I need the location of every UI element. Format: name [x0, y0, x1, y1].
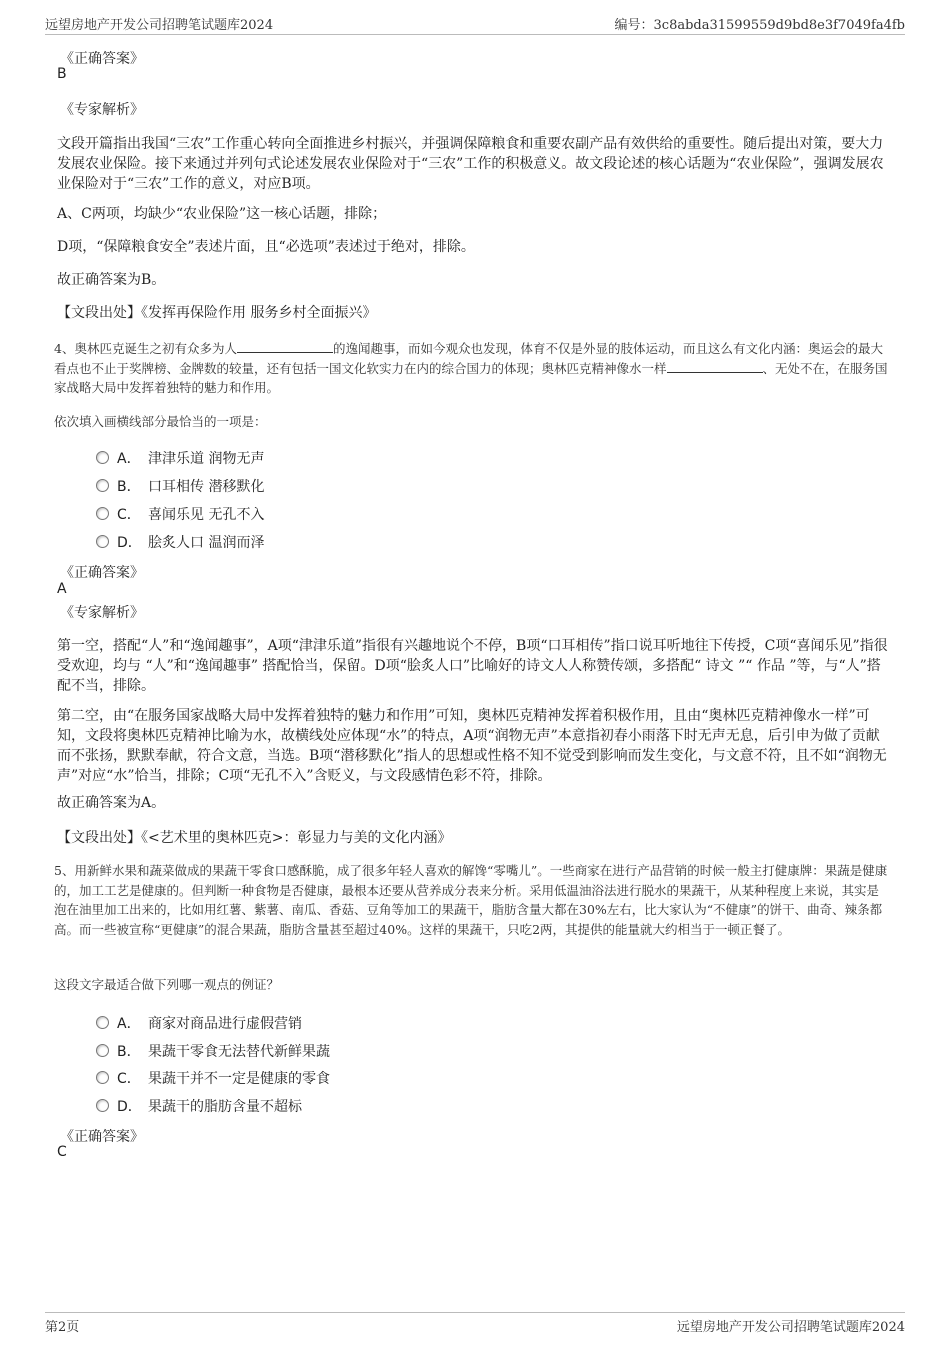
document-id: 编号：3c8abda31599559d9bd8e3f7049fa4fb — [614, 18, 905, 33]
page-number: 第2页 — [45, 1320, 80, 1335]
q3-analysis-label: 《专家解析》 — [60, 102, 144, 118]
header-title: 远望房地产开发公司招聘笔试题库2024 — [45, 18, 274, 33]
answer-blank — [237, 340, 333, 353]
radio-button[interactable] — [96, 451, 109, 464]
q4-stem — [54, 339, 890, 398]
q4-answer-label: 《正确答案》 — [60, 565, 144, 581]
q4-analysis-2: 第二空，由“在服务国家战略大局中发挥着独特的魅力和作用”可知，奥林匹克精神发挥着积极作用，且由“奥林匹克精神像水一样”可知，文段将奥林匹克精神比喻为水，故横线处应体现“水”的特点，A项“润物无声”本意指初春小雨落下时无声无息，后引申为做了贡献而不张扬，默默奉献，符合文意，当选。B项“潜移默化”指人的思想或性格不知不觉受到影响而发生变化，与文意不符，且不如“润物无声”对应“水”恰当，排除；C项“无孔不入”含贬义，与文段感情色彩不符，排除。 — [57, 708, 887, 784]
footer-title: 远望房地产开发公司招聘笔试题库2024 — [676, 1320, 905, 1335]
q3-conclusion: 故正确答案为B。 — [57, 272, 166, 288]
answer-blank — [667, 360, 763, 373]
q5-stem: 5、用新鲜水果和蔬菜做成的果蔬干零食口感酥脆，成了很多年轻人喜欢的解馋“零嘴儿”。一些商家在进行产品营销的时候一般主打健康牌：果蔬是健康的，加工工艺是健康的。但判断一种食物是否健康，最根本还要从营养成分表来分析。采用低温油浴法进行脱水的果蔬干，从某种程度上来说，其实是泡在油里加工出来的，比如用红薯、紫薯、南瓜、香菇、豆角等加工的果蔬干，脂肪含量大都在30%左右，比大家认为“不健康”的饼干、曲奇、辣条都高。而一些被宣称“更健康”的混合果蔬，脂肪含量甚至超过40%。这样的果蔬干，只吃2两，其提供的能量就大约相当于一顿正餐了。 — [54, 863, 888, 937]
q3-answer: B — [57, 66, 67, 82]
radio-button[interactable] — [96, 507, 109, 520]
q5-answer: C — [57, 1144, 67, 1160]
q3-answer-label: 《正确答案》 — [60, 51, 144, 67]
q4-analysis-label: 《专家解析》 — [60, 605, 144, 621]
radio-button[interactable] — [96, 535, 109, 548]
q4-answer: A — [57, 581, 67, 597]
radio-button[interactable] — [96, 1044, 109, 1057]
q3-analysis-d: D项，“保障粮食安全”表述片面，且“必选项”表述过于绝对，排除。 — [57, 239, 475, 255]
q4-source: 【文段出处】《<艺术里的奥林匹克>：彰显力与美的文化内涵》 — [57, 830, 452, 846]
q4-stem-part1: 4、奥林匹克诞生之初有众多为人 — [54, 341, 237, 356]
q4-stem-part3: 、无处不在，在服务国家战略大局中发挥着独特的魅力和作用。 — [54, 360, 888, 395]
q3-source: 【文段出处】《发挥再保险作用 服务乡村全面振兴》 — [57, 305, 377, 321]
q5-prompt: 这段文字最适合做下列哪一观点的例证？ — [54, 977, 280, 992]
page-footer — [45, 1312, 905, 1335]
q4-prompt: 依次填入画横线部分最恰当的一项是： — [54, 414, 267, 429]
q4-analysis-1: 第一空，搭配“人”和“逸闻趣事”，A项“津津乐道”指很有兴趣地说个不停，B项“口耳相传”指口说耳听地往下传授，C项“喜闻乐见”指很受欢迎，均与 “人”和“逸闻趣事” 搭配恰当，保留。D项“脍炙人口”比喻好的诗文人人称赞传颂，多搭配“ 诗文 ”“ 作品 ”等，与“人”搭配不当，排除。 — [57, 638, 888, 694]
q5-answer-label: 《正确答案》 — [60, 1129, 144, 1145]
page-header — [45, 14, 905, 35]
q3-analysis-ac: A、C两项，均缺少“农业保险”这一核心话题，排除； — [57, 206, 387, 222]
q4-conclusion: 故正确答案为A。 — [57, 795, 166, 811]
q4-stem-part2: 的逸闻趣事，而如今观众也发现，体育不仅是外显的肢体运动，而且这么有文化内涵：奥运会的最大看点也不止于奖牌榜、金牌数的较量，还有包括一国文化软实力在内的综合国力的体现；奥林匹克精神像水一样 — [54, 341, 883, 376]
radio-button[interactable] — [96, 1016, 109, 1029]
radio-button[interactable] — [96, 1099, 109, 1112]
radio-button[interactable] — [96, 1071, 109, 1084]
radio-button[interactable] — [96, 479, 109, 492]
q3-analysis: 文段开篇指出我国“三农”工作重心转向全面推进乡村振兴，并强调保障粮食和重要农副产品有效供给的重要性。随后提出对策，要大力发展农业保险。接下来通过并列句式论述发展农业保险对于“三农”工作的积极意义。故文段论述的核心话题为“农业保险”，强调发展农业保险对于“三农”工作的意义，对应B项。 — [57, 136, 884, 192]
